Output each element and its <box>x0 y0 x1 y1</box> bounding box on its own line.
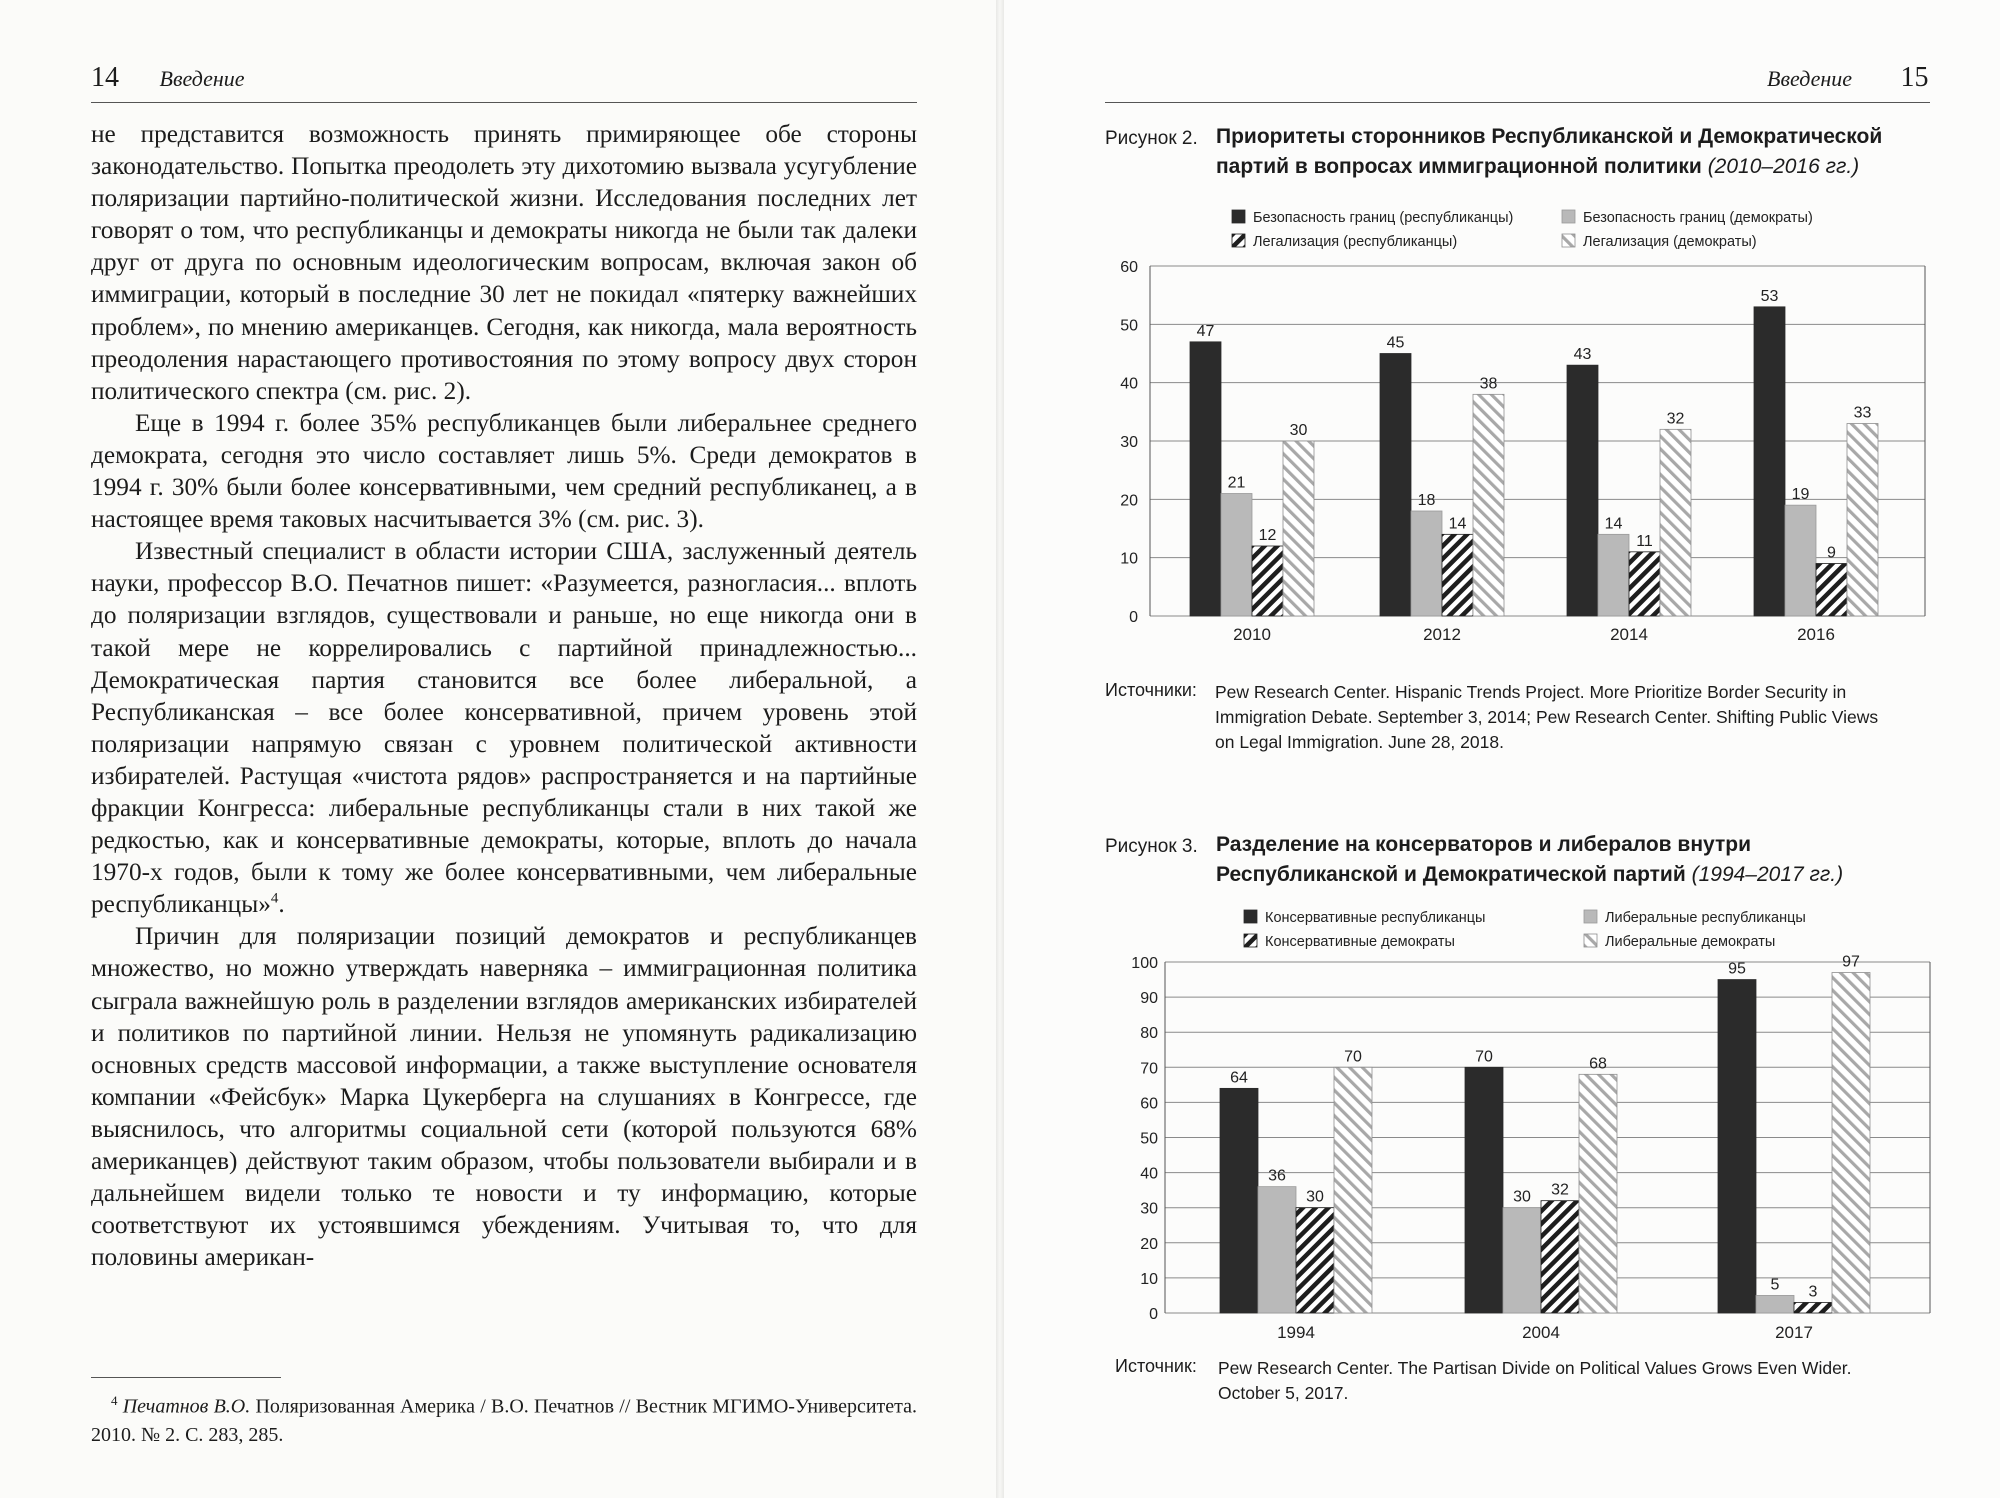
fig3-data-label-2004-3: 68 <box>1589 1055 1607 1073</box>
paragraph-2: Еще в 1994 г. более 35% республиканцев были либеральнее среднего демократа, сегодня это число составляет лишь 5%. Среди демократов в 1994 г. 30% были более консервативными, чем средний республиканец, а в настоящее время таковых насчитывается 3% (см. рис. 3). <box>91 408 917 534</box>
fig2-legend-label-1: Безопасность границ (демократы) <box>1583 210 1813 226</box>
fig3-category-label-0: 1994 <box>1277 1323 1315 1342</box>
fig2-bar-2014-2 <box>1629 552 1660 616</box>
fig3-bar-2004-3 <box>1579 1074 1617 1313</box>
fig2-bar-2016-0 <box>1754 307 1785 616</box>
figure-3-title-line-2: Республиканской и Демократической партий <box>1216 863 1686 886</box>
paragraph-4: Причин для поляризации позиций демократов и республиканцев множество, но можно утверждать наверняка – иммиграционная политика сыграла важнейшую роль в разделении взглядов американских избирателей и политиков по партийной линии. Нельзя не упомянуть радикализацию основных средств массовой информации, а также выступление основателя компании «Фейсбук» Марка Цукерберга на слушаниях в Конгрессе, где выяснилось, что алгоритмы социальной сети (которой пользуются 68% американцев) действуют таким образом, чтобы пользователи выбирали и в дальнейшем видели только те новости и ту информацию, которые соответствуют их устоявшимся убеждениям. Учитывая то, что для половины американ- <box>91 922 917 1272</box>
footnote-reference[interactable]: 4 <box>270 890 279 907</box>
fig2-bar-2010-2 <box>1252 546 1283 616</box>
fig2-bar-2014-0 <box>1567 365 1598 616</box>
fig2-legend-swatch-2 <box>1232 234 1245 247</box>
fig2-category-label-1: 2012 <box>1423 625 1461 644</box>
fig2-legend-swatch-1 <box>1562 210 1575 223</box>
figure-2-title-years: (2010–2016 гг.) <box>1707 155 1860 178</box>
fig2-legend-swatch-3 <box>1562 234 1575 247</box>
fig3-legend-swatch-0 <box>1244 910 1257 923</box>
fig3-bar-1994-0 <box>1220 1088 1258 1313</box>
right-page-number: 15 <box>1900 62 1929 93</box>
fig3-data-label-2017-0: 95 <box>1728 960 1746 978</box>
fig2-ytick-3: 30 <box>1120 434 1138 451</box>
fig2-ytick-0: 0 <box>1129 609 1138 626</box>
fig3-data-label-2017-2: 3 <box>1808 1283 1818 1301</box>
figure-3-source-label: Источник: <box>1115 1356 1197 1376</box>
fig3-ytick-9: 90 <box>1140 990 1158 1008</box>
fig2-ytick-4: 40 <box>1120 375 1138 393</box>
fig3-legend-swatch-1 <box>1584 910 1597 923</box>
fig2-data-label-2012-2: 14 <box>1448 515 1467 533</box>
fig2-data-label-2014-2: 11 <box>1636 532 1653 550</box>
fig3-bar-2004-1 <box>1503 1208 1541 1313</box>
figure-2-label: Рисунок 2. <box>1105 128 1198 149</box>
fig2-data-label-2012-0: 45 <box>1386 334 1405 352</box>
fig2-data-label-2016-3: 33 <box>1853 404 1872 422</box>
fig3-bar-2004-2 <box>1541 1201 1579 1313</box>
fig2-legend-swatch-0 <box>1232 210 1245 223</box>
fig2-bar-2010-0 <box>1190 342 1221 616</box>
fig3-legend-swatch-3 <box>1584 934 1597 947</box>
footnote-number: 4 <box>111 1393 118 1408</box>
fig2-bar-2012-2 <box>1442 534 1473 616</box>
fig2-data-label-2012-3: 38 <box>1479 375 1498 393</box>
fig3-data-label-2004-0: 70 <box>1475 1048 1493 1066</box>
fig2-data-label-2010-3: 30 <box>1289 422 1308 439</box>
figure-2-source-line-3: on Legal Immigration. June 28, 2018. <box>1215 732 1504 752</box>
paragraph-3-text: Известный специалист в области истории США, заслуженный деятель науки, профессор В.О. Печатнов пишет: «Разумеется, разногласия... вплоть до поляризации взглядов, существовали и раньше, но еще никогда они в такой мере не коррелировались с партийной принадлежностью... Демократическая партия становится все более либеральной, а Республиканская – все более консервативной, причем уровень этой поляризации напрямую связан с уровнем политической активности избирателей. Растущая «чистота рядов» распространяется и на партийные фракции Конгресса: либеральные республиканцы стали в них такой же редкостью, как и консервативные демократы, которые, вплоть до начала 1970-х годов, были к тому же более консервативными, чем либеральные республиканцы» <box>91 537 917 919</box>
fig2-bar-2010-1 <box>1221 494 1252 617</box>
figure-2-source-line-2: Immigration Debate. September 3, 2014; Pew Research Center. Shifting Public Views <box>1215 707 1879 727</box>
fig3-data-label-2017-1: 5 <box>1770 1276 1780 1294</box>
fig2-legend-label-0: Безопасность границ (республиканцы) <box>1253 210 1514 226</box>
fig2-data-label-2012-1: 18 <box>1417 492 1436 509</box>
figure-2-source <box>1215 680 1935 755</box>
figure-2-title-line-1: Приоритеты сторонников Республиканской и Демократической <box>1216 125 1883 148</box>
fig3-data-label-1994-3: 70 <box>1344 1048 1362 1066</box>
fig3-ytick-1: 10 <box>1140 1270 1158 1288</box>
fig3-legend-label-0: Консервативные республиканцы <box>1265 910 1486 926</box>
fig2-category-label-3: 2016 <box>1797 625 1835 644</box>
fig2-bar-2016-1 <box>1785 505 1816 616</box>
fig2-bar-2010-3 <box>1283 441 1314 616</box>
fig2-ytick-5: 50 <box>1120 317 1138 335</box>
footnote-text: Поляризованная Америка / В.О. Печатнов // Вестник МГИМО-Университета. 2010. № 2. С. 283, 285. <box>91 1395 918 1446</box>
fig3-data-label-2017-3: 97 <box>1842 953 1860 971</box>
figure-3-source-line-2: October 5, 2017. <box>1218 1383 1349 1403</box>
fig2-category-label-2: 2014 <box>1610 625 1648 644</box>
fig2-data-label-2014-0: 43 <box>1573 346 1592 364</box>
fig3-category-label-2: 2017 <box>1775 1323 1813 1342</box>
fig2-legend-label-3: Легализация (демократы) <box>1583 234 1757 250</box>
left-page-number: 14 <box>91 62 119 93</box>
fig2-bar-2014-1 <box>1598 534 1629 616</box>
figure-3-label: Рисунок 3. <box>1105 836 1198 857</box>
fig2-bar-2012-3 <box>1473 394 1504 616</box>
paragraph-1: не представится возможность принять примиряющее обе стороны законодательство. Попытка преодолеть эту дихотомию вызвала усугубление поляризации партийно-политической жизни. Исследования последних лет говорят о том, что республиканцы и демократы никогда не были так далеки друг от друга по основным идеологическим вопросам, включая закон об иммиграции, который в последние 30 лет не покидал «пятерку важнейших проблем», по мнению американцев. Сегодня, как никогда, мала вероятность преодоления нарастающего противостояния по этому вопросу двух сторон политического спектра (см. рис. 2). <box>91 120 917 405</box>
fig2-data-label-2016-1: 19 <box>1791 486 1810 504</box>
figure-3-source <box>1218 1356 1938 1406</box>
fig3-bar-2017-3 <box>1832 973 1870 1313</box>
fig3-ytick-2: 20 <box>1140 1235 1158 1253</box>
fig3-bar-1994-1 <box>1258 1187 1296 1313</box>
fig2-data-label-2010-1: 21 <box>1227 474 1246 492</box>
figure-2-source-line-1: Pew Research Center. Hispanic Trends Project. More Prioritize Border Security in <box>1215 682 1847 702</box>
fig2-ytick-6: 60 <box>1120 259 1138 276</box>
fig3-ytick-5: 50 <box>1140 1130 1158 1148</box>
fig2-legend-label-2: Легализация (республиканцы) <box>1253 234 1458 250</box>
fig2-data-label-2016-2: 9 <box>1827 544 1836 562</box>
fig3-category-label-1: 2004 <box>1522 1323 1560 1342</box>
fig3-bar-2017-2 <box>1794 1302 1832 1313</box>
fig3-bar-2017-1 <box>1756 1295 1794 1313</box>
fig2-data-label-2010-0: 47 <box>1196 322 1215 340</box>
fig2-bar-2016-3 <box>1847 424 1878 617</box>
fig2-ytick-2: 20 <box>1120 492 1138 510</box>
fig3-ytick-4: 40 <box>1140 1165 1158 1183</box>
figure-3-title-years: (1994–2017 гг.) <box>1691 863 1844 886</box>
fig3-data-label-2004-2: 32 <box>1551 1181 1569 1199</box>
fig3-ytick-6: 60 <box>1140 1095 1158 1113</box>
footnote-author: Печатнов В.О. <box>122 1395 251 1418</box>
fig3-legend-label-3: Либеральные демократы <box>1605 934 1776 950</box>
figure-3-title-line-1: Разделение на консерваторов и либералов внутри <box>1216 833 1751 856</box>
fig2-data-label-2010-2: 12 <box>1258 527 1277 544</box>
fig3-ytick-7: 70 <box>1140 1060 1158 1078</box>
fig2-data-label-2014-1: 14 <box>1604 515 1623 533</box>
left-running-title: Введение <box>159 66 245 91</box>
fig2-bar-2014-3 <box>1660 429 1691 616</box>
fig3-bar-2017-0 <box>1718 980 1756 1313</box>
fig2-bar-2016-2 <box>1816 564 1847 617</box>
right-running-title: Введение <box>1767 66 1853 91</box>
fig3-data-label-1994-2: 30 <box>1306 1188 1324 1206</box>
fig3-data-label-2004-1: 30 <box>1513 1188 1531 1206</box>
figure-2-source-label: Источники: <box>1105 680 1197 700</box>
fig2-bar-2012-0 <box>1380 354 1411 617</box>
figure-3-title <box>1216 830 1936 890</box>
fig2-data-label-2016-0: 53 <box>1760 287 1779 305</box>
fig3-bar-1994-2 <box>1296 1208 1334 1313</box>
fig3-legend-label-2: Консервативные демократы <box>1265 934 1455 950</box>
figure-3-source-line-1: Pew Research Center. The Partisan Divide on Political Values Grows Even Wider. <box>1218 1358 1852 1378</box>
fig2-ytick-1: 10 <box>1120 550 1138 568</box>
fig3-bar-2004-0 <box>1465 1067 1503 1313</box>
fig3-ytick-10: 100 <box>1131 955 1158 972</box>
fig3-ytick-3: 30 <box>1140 1200 1158 1218</box>
figure-2-title-line-2: партий в вопросах иммиграционной политики <box>1216 155 1702 178</box>
fig3-bar-1994-3 <box>1334 1067 1372 1313</box>
paragraph-3: Известный специалист в области истории США, заслуженный деятель науки, профессор В.О. Печатнов пишет: «Разумеется, разногласия... вплоть до поляризации взглядов, существовали и раньше, но еще никогда они в такой мере не коррелировались с партийной принадлежностью... Демократическая партия становится все более либеральной, а Республиканская – все более консервативной, причем уровень этой поляризации напрямую связан с уровнем политической активности избирателей. Растущая «чистота рядов» распространяется и на партийные фракции Конгресса: либеральные республиканцы стали в них такой же редкостью, как и консервативные демократы, которые, вплоть до начала 1970-х годов, были к тому же более консервативными, чем либеральные республиканцы»$^4$. <box>91 537 917 919</box>
fig3-ytick-8: 80 <box>1140 1025 1158 1043</box>
fig2-bar-2012-1 <box>1411 511 1442 616</box>
fig3-data-label-1994-1: 36 <box>1268 1167 1286 1185</box>
fig2-data-label-2014-3: 32 <box>1666 410 1685 428</box>
fig3-legend-swatch-2 <box>1244 934 1257 947</box>
fig3-ytick-0: 0 <box>1149 1306 1158 1323</box>
fig3-legend-label-1: Либеральные республиканцы <box>1605 910 1806 926</box>
fig3-data-label-1994-0: 64 <box>1230 1069 1248 1087</box>
fig2-category-label-0: 2010 <box>1233 625 1271 644</box>
